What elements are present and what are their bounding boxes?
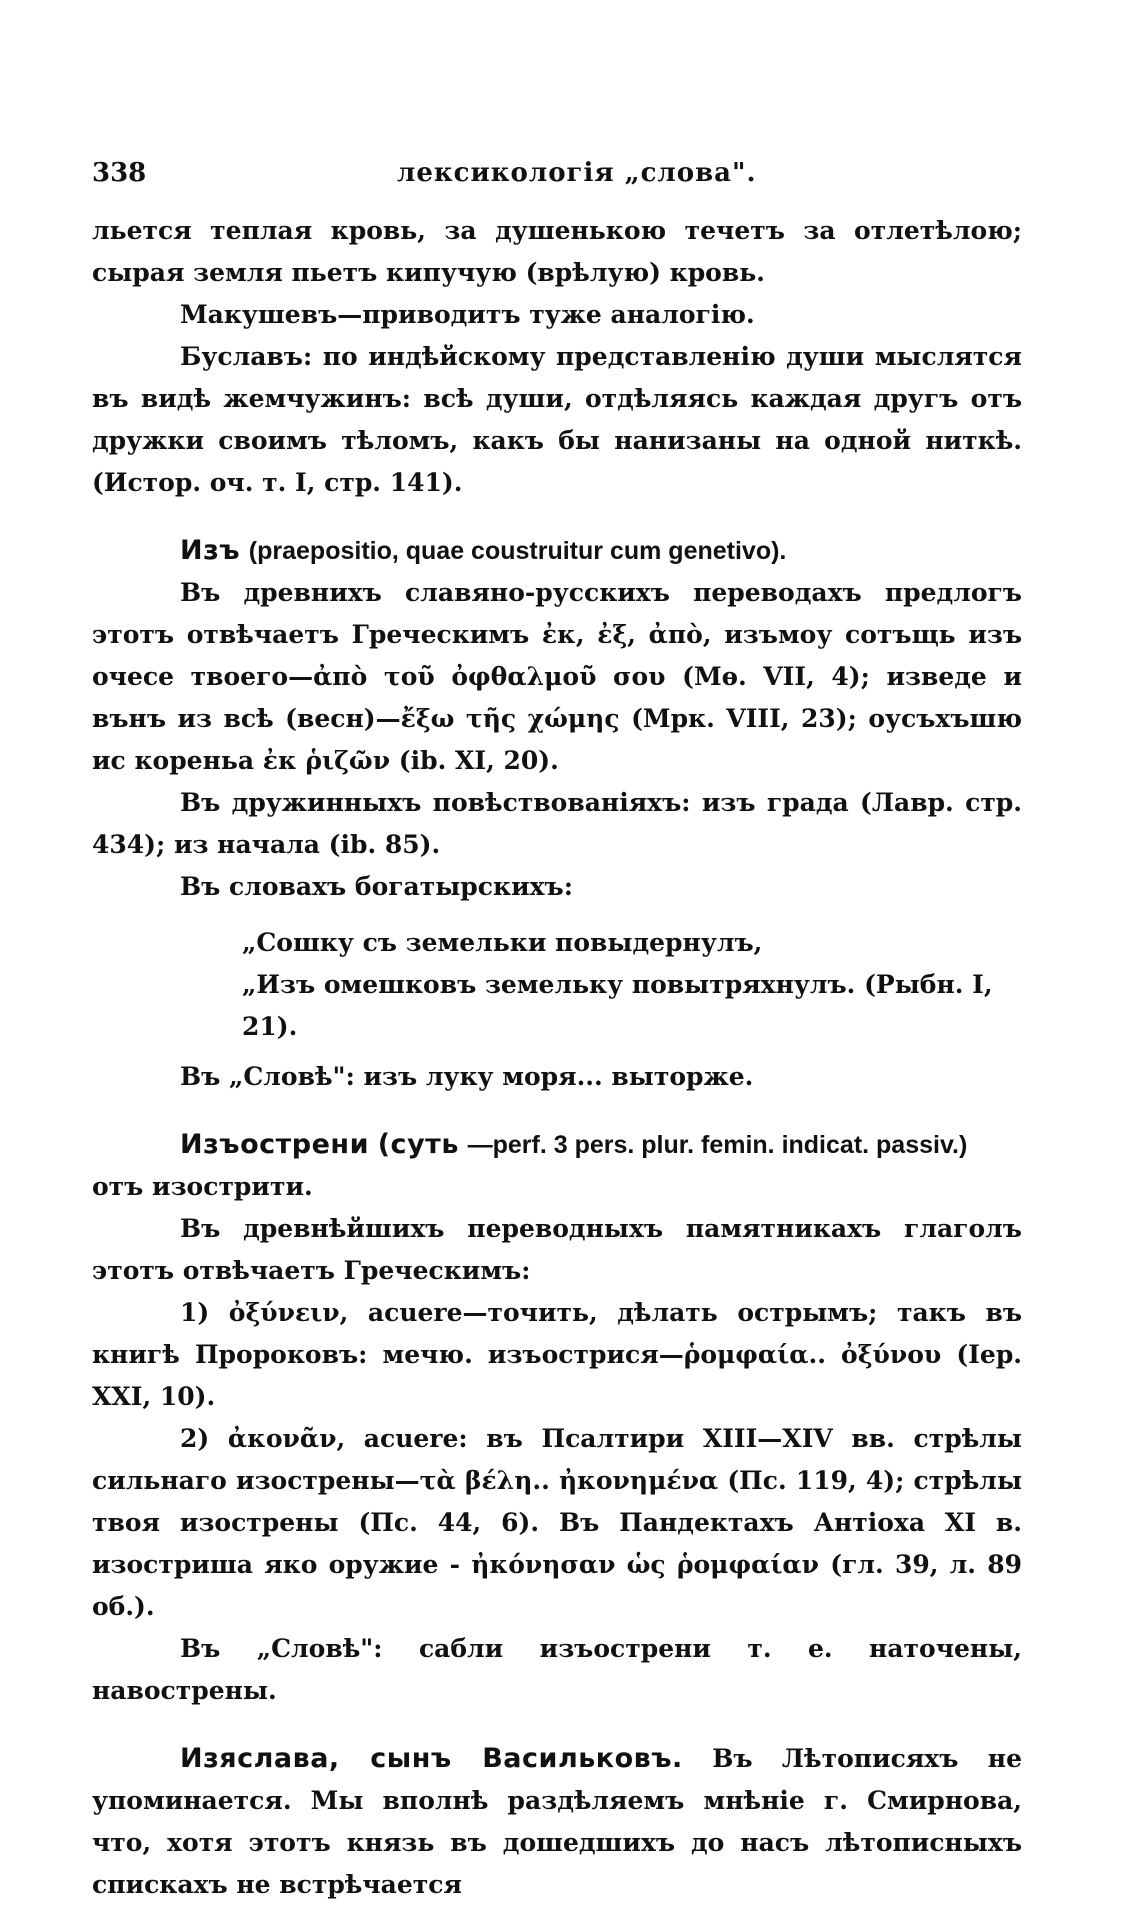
entry-text: Въ Лѣтописяхъ не упоминается. Мы вполнѣ раздѣляемъ мнѣніе г. Смирнова, что, хотя этотъ князь въ дошедшихъ до насъ лѣтописныхъ спискахъ не встрѣчается	[92, 1744, 1022, 1899]
paragraph: отъ изострити.	[92, 1172, 313, 1201]
entry-headword: Изъ	[180, 535, 241, 566]
entry-izyaslav	[92, 1738, 1022, 1906]
entry-izostreni	[92, 1124, 1022, 1712]
page-number: 338	[92, 158, 147, 188]
entry-headword: Изяслава, сынъ Васильковъ.	[180, 1743, 683, 1774]
verse-line: „Сошку съ земельки повыдернулъ,	[242, 928, 763, 957]
entry-headword-tail: (суть	[377, 1129, 459, 1160]
paragraph	[92, 1738, 1022, 1906]
paragraph: 1) ὀξύνειν, acuere—точить, дѣлать острымъ; такъ въ книгѣ Пророковъ: мечю. изъострися—ῥομφαία.. ὀξύνου (Іер. XXI, 10).	[92, 1298, 1022, 1411]
entry-iz	[92, 530, 1022, 1098]
paragraph: Въ древнѣйшихъ переводныхъ памятникахъ глаголъ этотъ отвѣчаетъ Греческимъ:	[92, 1214, 1022, 1285]
paragraph: 2) ἀκονᾶν, acuere: въ Псалтири XIII—XIV вв. стрѣлы сильнаго изострены—τὰ βέλη.. ἠκονημένα (Пс. 119, 4); стрѣлы твоя изострены (Пс. 44, 6). Въ Пандектахъ Антіоха XI в. изостриша яко оружие - ἠκόνησαν ὡς ῥομφαίαν (гл. 39, л. 89 об.).	[92, 1424, 1022, 1621]
entry-gloss: —perf. 3 pers. plur. femin. indicat. passiv.)	[467, 1131, 968, 1159]
paragraph: Въ словахъ богатырскихъ:	[180, 872, 573, 901]
paragraph: Въ дружинныхъ повѣствованіяхъ: изъ града (Лавр. стр. 434); из начала (ib. 85).	[92, 788, 1022, 859]
paragraph: Въ древнихъ славяно-русскихъ переводахъ предлогъ этотъ отвѣчаетъ Греческимъ ἐκ, ἐξ, ἀπὸ, изъмоу сотъщь изъ очесе твоего—ἀπὸ τοῦ ὀφθαλμοῦ σου (Мѳ. VII, 4); изведе и вънъ из всѣ (весн)—ἔξω τῆς χώμης (Мрк. VIII, 23); оусъхъшю ис кореньа ἐκ ῥιζῶν (ib. XI, 20).	[92, 578, 1022, 775]
paragraph: Въ „Словѣ": изъ луку моря... выторже.	[180, 1062, 754, 1091]
page-body	[92, 210, 1022, 1906]
entry-heading	[92, 530, 1022, 572]
paragraph: Буславъ: по индѣйскому представленію души мыслятся въ видѣ жемчужинъ: всѣ души, отдѣляясь каждая другъ отъ дружки своимъ тѣломъ, какъ бы нанизаны на одной ниткѣ. (Истор. оч. т. I, стр. 141).	[92, 342, 1022, 497]
verse-line: „Изъ омешковъ земельку повытряхнулъ. (Рыбн. I, 21).	[242, 970, 993, 1041]
paragraph: Въ „Словѣ": сабли изъострени т. е. наточены, навострены.	[92, 1634, 1022, 1705]
entry-headword: Изъострени	[180, 1129, 369, 1160]
entry-gloss: (praepositio, quae coustruitur cum genetivo).	[248, 537, 787, 565]
paragraph: Макушевъ—приводитъ туже аналогію.	[180, 300, 755, 329]
entry-heading	[92, 1124, 1022, 1166]
verse-quote	[242, 922, 1022, 1048]
running-title: лексикологія „слова".	[397, 158, 757, 188]
paragraph: льется теплая кровь, за душенькою течетъ за отлетѣлою; сырая земля пьетъ кипучую (врѣлую) кровь.	[92, 216, 1022, 287]
